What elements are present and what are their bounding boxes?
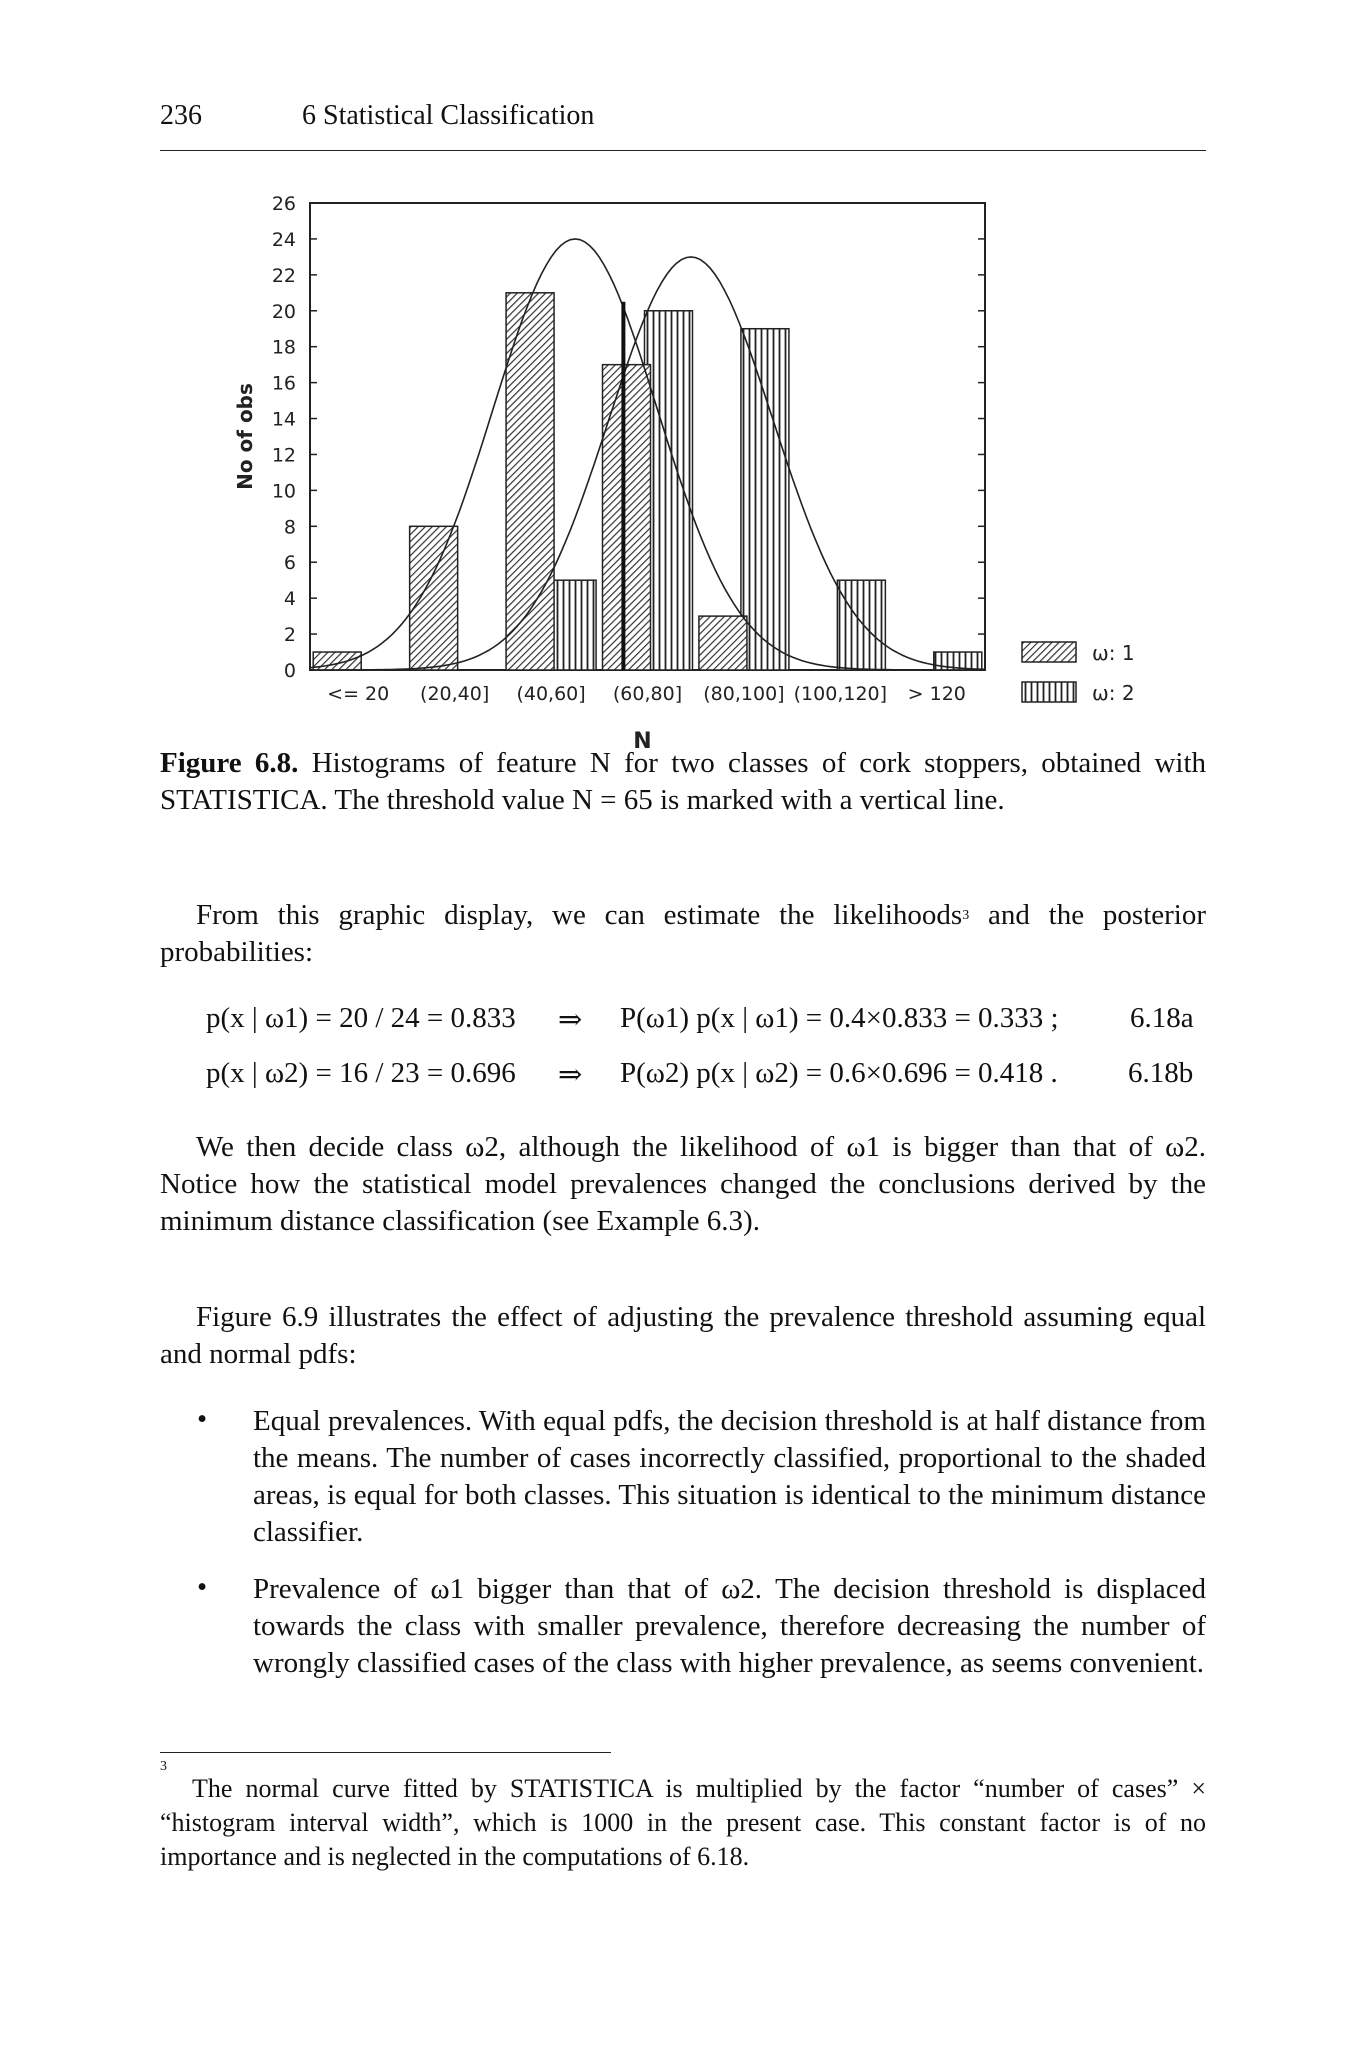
equation-lhs-b: p(x | ω2) = 16 / 23 = 0.696	[206, 1057, 516, 1089]
bar-omega2	[741, 329, 789, 670]
paragraph-decision: We then decide class ω2, although the likelihood of ω1 is bigger than that of ω2. Notice how the statistical model prevalences changed the conclusions derived by the minimum distance classification (see Example 6.3).	[160, 1131, 1206, 1237]
footnote-mark: 3	[160, 1759, 167, 1774]
running-title: 6 Statistical Classification	[302, 100, 595, 131]
equation-arrow-a: ⇒	[558, 1004, 583, 1036]
equation-rhs-b: P(ω2) p(x | ω2) = 0.6×0.696 = 0.418 .	[620, 1057, 1058, 1089]
y-tick-label: 8	[283, 516, 296, 539]
running-header	[160, 100, 1206, 151]
x-tick-label: (40,60]	[516, 683, 586, 705]
bar-omega2	[548, 580, 596, 670]
equation-lhs-a: p(x | ω1) = 20 / 24 = 0.833	[206, 1002, 516, 1034]
x-tick-label: (80,100]	[703, 683, 785, 705]
y-tick-label: 24	[271, 228, 296, 251]
y-tick-label: 14	[271, 408, 296, 431]
y-tick-label: 4	[283, 588, 296, 611]
footnote-text: The normal curve fitted by STATISTICA is multiplied by the factor “number of cases” × “histogram interval width”, which is 1000 in the present case. This constant factor is of no importance and is neglected in the computations of 6.18.	[160, 1774, 1206, 1871]
x-axis-label: N	[633, 729, 652, 750]
equation-number-b: 6.18b	[1128, 1057, 1194, 1089]
equation-number-a: 6.18a	[1130, 1002, 1194, 1034]
bar-omega2	[645, 311, 693, 670]
figure-caption	[160, 745, 1206, 819]
figure-caption-label: Figure 6.8.	[160, 747, 299, 779]
legend-label-omega2: ω: 2	[1092, 681, 1135, 705]
y-tick-label: 20	[271, 300, 296, 323]
x-tick-label: <= 20	[327, 683, 390, 705]
bullet-item-prevalence-bigger: Prevalence of ω1 bigger than that of ω2. The decision threshold is displaced towards the class with smaller prevalence, therefore decreasing the number of wrongly classified cases of the class with higher prevalence, as seems convenient.	[253, 1573, 1206, 1679]
bullet-marker: •	[197, 1403, 208, 1435]
y-tick-label: 22	[271, 264, 296, 287]
paragraph-figure-ref: Figure 6.9 illustrates the effect of adjusting the prevalence threshold assuming equal and normal pdfs:	[160, 1301, 1206, 1370]
legend-swatch-omega2	[1022, 682, 1076, 702]
bar-omega1	[603, 365, 651, 670]
bullet-marker: •	[197, 1571, 208, 1603]
paragraph-text: From this graphic display, we can estimate the likelihoods	[196, 899, 963, 931]
y-tick-label: 0	[283, 660, 296, 682]
y-tick-label: 10	[271, 480, 296, 503]
chart-bars	[313, 293, 982, 670]
paragraph-likelihoods	[160, 897, 1206, 971]
x-tick-label: (60,80]	[612, 683, 683, 705]
paragraph-text: and the posterior probabilities:	[160, 899, 1206, 968]
bar-omega1	[410, 526, 458, 670]
histogram-chart	[160, 190, 1206, 750]
y-tick-label: 6	[283, 552, 296, 575]
legend-label-omega1: ω: 1	[1092, 641, 1135, 665]
bar-omega2	[837, 580, 885, 670]
y-tick-label: 18	[271, 336, 296, 359]
chart-legend	[1022, 641, 1135, 705]
x-tick-label: (100,120]	[793, 683, 888, 705]
x-tick-label: (20,40]	[420, 683, 490, 705]
equation-arrow-b: ⇒	[558, 1059, 583, 1091]
legend-swatch-omega1	[1022, 642, 1076, 662]
y-tick-label: 12	[271, 444, 296, 467]
bullet-item-equal-prevalences: Equal prevalences. With equal pdfs, the decision threshold is at half distance from the means. The number of cases incorrectly classified, proportional to the shaded areas, is equal for both classes. This situation is identical to the minimum distance classifier.	[253, 1405, 1206, 1548]
bar-omega1	[506, 293, 554, 670]
footnote-rule	[160, 1752, 611, 1753]
y-tick-label: 26	[271, 193, 296, 215]
y-tick-label: 2	[283, 624, 296, 647]
x-tick-label: > 120	[907, 683, 966, 705]
y-axis-label: No of obs	[233, 383, 257, 490]
figure-caption-text: Histograms of feature N for two classes of cork stoppers, obtained with STATISTICA. The threshold value N = 65 is marked with a vertical line.	[160, 747, 1207, 816]
bar-omega1	[699, 616, 747, 670]
equation-rhs-a: P(ω1) p(x | ω1) = 0.4×0.833 = 0.333 ;	[620, 1002, 1059, 1034]
y-tick-label: 16	[271, 372, 296, 395]
page-number: 236	[160, 100, 202, 131]
footnote-reference: 3	[962, 908, 970, 923]
